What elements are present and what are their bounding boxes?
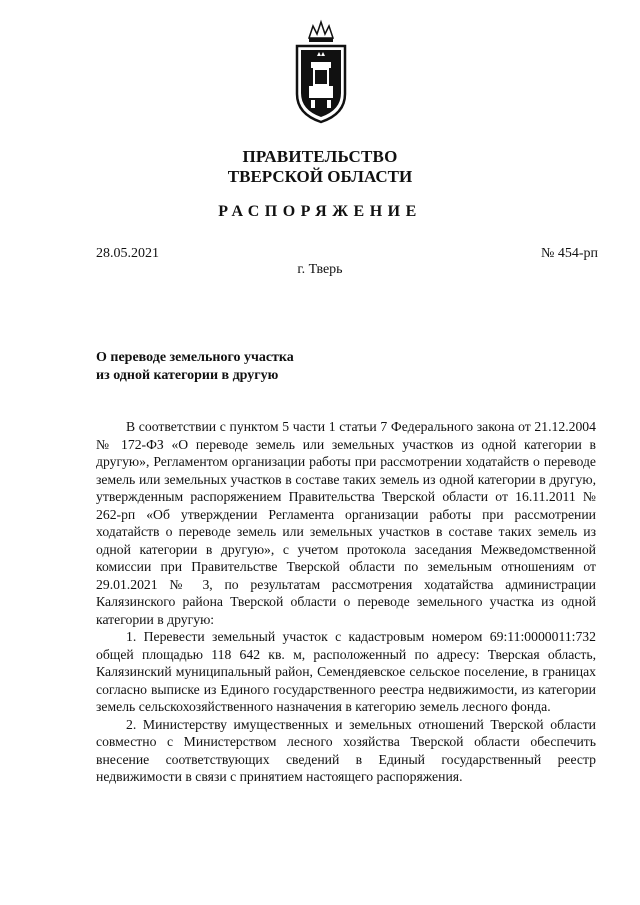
- clause-1-paragraph: 1. Перевести земельный участок с кадастровым номером 69:11:0000011:732 общей площадью 118 642 кв. м, расположенный по адресу: Тверская область, Калязинский муниципальный район, Семендяевское сельское поселение, в границах согласно выписке из Единого государственного реестра недвижимости, из категории земель сельскохозяйственного назначения в категорию земель лесного фонда.: [96, 629, 596, 714]
- document-body: [96, 418, 596, 786]
- document-city: г. Тверь: [297, 262, 343, 277]
- preamble-paragraph: В соответствии с пунктом 5 части 1 статьи 7 Федерального закона от 21.12.2004 № 172-ФЗ «О переводе земель или земельных участков из одной категории в другую», Регламентом организации работы при рассмотрении ходатайств о переводе земель или земельных участков в составе таких земель из одной категории в другую, утвержденным распоряжением Правительства Тверской области от 16.11.2011 № 262-рп «Об утверждении Регламента организации работы при рассмотрении ходатайств о переводе земель или земельных участков в составе таких земель из одной категории в другую», с учетом протокола заседания Межведомственной комиссии при Правительстве Тверской области по земельным отношениям от 29.01.2021 № 3, по результатам рассмотрения ходатайства администрации Калязинского района Тверской области о переводе земельного участка из одной категории в другую:: [96, 419, 596, 627]
- region-title: ТВЕРСКОЙ ОБЛАСТИ: [227, 167, 413, 186]
- coat-of-arms-emblem: [289, 16, 353, 126]
- clause-2-paragraph: 2. Министерству имущественных и земельных отношений Тверской области совместно с Министерством лесного хозяйства Тверской области обеспечить внесение соответствующих сведений в Единый государственный реестр недвижимости в связи с принятием настоящего распоряжения.: [96, 716, 596, 784]
- document-date: 28.05.2021: [96, 246, 159, 261]
- document-type: РАСПОРЯЖЕНИЕ: [218, 203, 422, 220]
- subject-line-2: из одной категории в другую: [96, 368, 279, 383]
- government-title: ПРАВИТЕЛЬСТВО: [242, 147, 398, 166]
- document-number: № 454-рп: [540, 246, 598, 261]
- document-subject: [96, 349, 294, 385]
- subject-line-1: О переводе земельного участка: [96, 350, 294, 365]
